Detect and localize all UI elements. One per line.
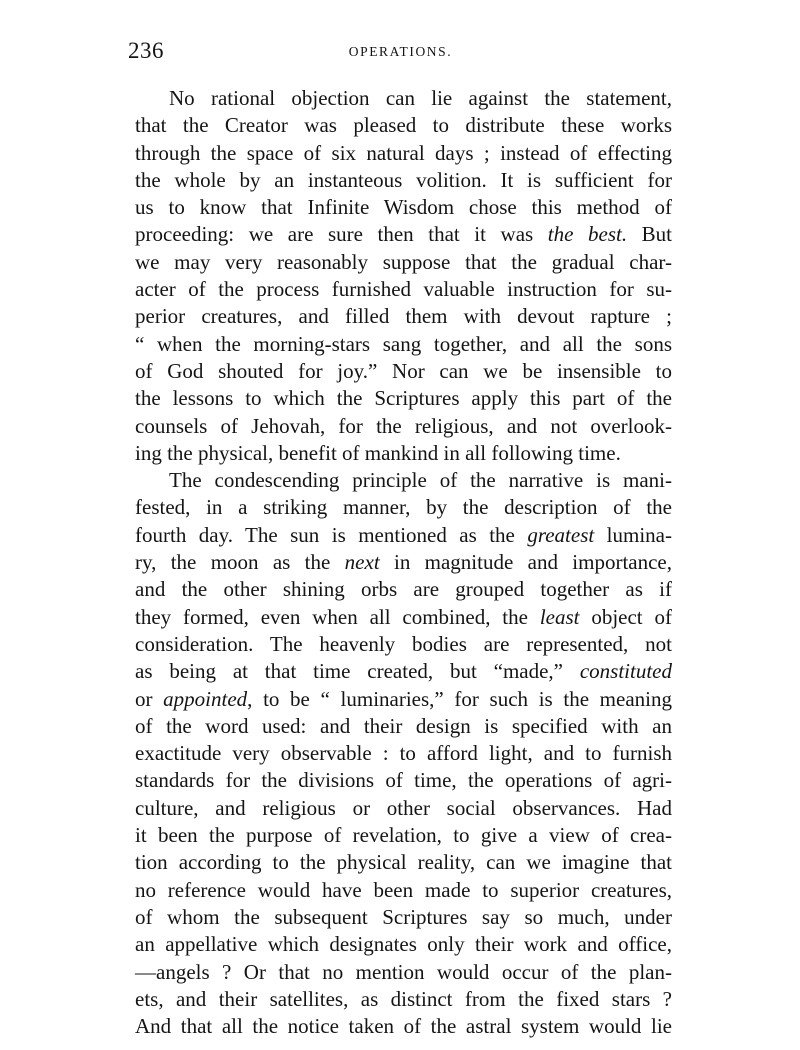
text-line: The condescending principle of the narrative is mani- [169,468,672,493]
text-line: fourth day. The sun is mentioned as the greatest lumina- [135,522,672,547]
text-line: and the other shining orbs are grouped together as if [135,577,672,602]
text-line: And that all the notice taken of the astral system would lie [135,1014,672,1039]
text-line: we may very reasonably suppose that the gradual char- [135,249,672,274]
text-line: perior creatures, and filled them with devout rapture ; [135,304,672,329]
text-line: of the word used: and their design is specified with an [135,713,672,738]
paragraph [135,467,672,1040]
text-line: ry, the moon as the next in magnitude and importance, [135,550,672,575]
body-text [135,85,672,1040]
text-line: ing the physical, benefit of mankind in all following time. [135,440,621,465]
text-line: us to know that Infinite Wisdom chose this method of [135,195,672,220]
page-number: 236 [128,38,164,63]
italic-text: greatest [527,522,595,547]
italic-text: constituted [579,659,672,684]
text-line: tion according to the physical reality, can we imagine that [135,850,672,875]
italic-text: the best. [547,222,628,247]
text-line: culture, and religious or other social observances. Had [135,795,672,820]
text-line: fested, in a striking manner, by the description of the [135,495,672,520]
italic-text: next [344,550,380,575]
text-line: or appointed, to be “ luminaries,” for such is the meaning [135,686,672,711]
text-line: they formed, even when all combined, the least object of [135,604,672,629]
text-line: consideration. The heavenly bodies are represented, not [135,631,672,656]
page-header [128,38,673,68]
text-line: exactitude very observable : to afford light, and to furnish [135,741,672,766]
text-line: of whom the subsequent Scriptures say so much, under [135,904,672,929]
text-line: ets, and their satellites, as distinct from the fixed stars ? [135,986,672,1011]
text-line: an appellative which designates only their work and office, [135,932,672,957]
text-line: the whole by an instanteous volition. It is sufficient for [135,167,672,192]
text-line: —angels ? Or that no mention would occur of the plan- [135,959,672,984]
paragraph [135,85,672,467]
text-line: that the Creator was pleased to distribute these works [135,113,672,138]
text-line: of God shouted for joy.” Nor can we be insensible to [135,358,672,383]
text-line: as being at that time created, but “made,” constituted [135,659,672,684]
text-line: no reference would have been made to superior creatures, [135,877,672,902]
running-head: OPERATIONS. [348,44,453,59]
text-line: “ when the morning-stars sang together, and all the sons [135,331,672,356]
text-line: proceeding: we are sure then that it was the best. But [135,222,673,247]
text-line: counsels of Jehovah, for the religious, and not overlook- [135,413,672,438]
italic-text: least [539,604,580,629]
text-line: No rational objection can lie against the statement, [169,86,672,110]
text-line: through the space of six natural days ; instead of effecting [135,140,672,165]
text-line: the lessons to which the Scriptures apply this part of the [135,386,672,411]
text-line: it been the purpose of revelation, to give a view of crea- [135,823,672,848]
italic-text: appointed [163,686,248,711]
text-line: standards for the divisions of time, the operations of agri- [135,768,672,793]
text-line: acter of the process furnished valuable instruction for su- [135,277,672,302]
